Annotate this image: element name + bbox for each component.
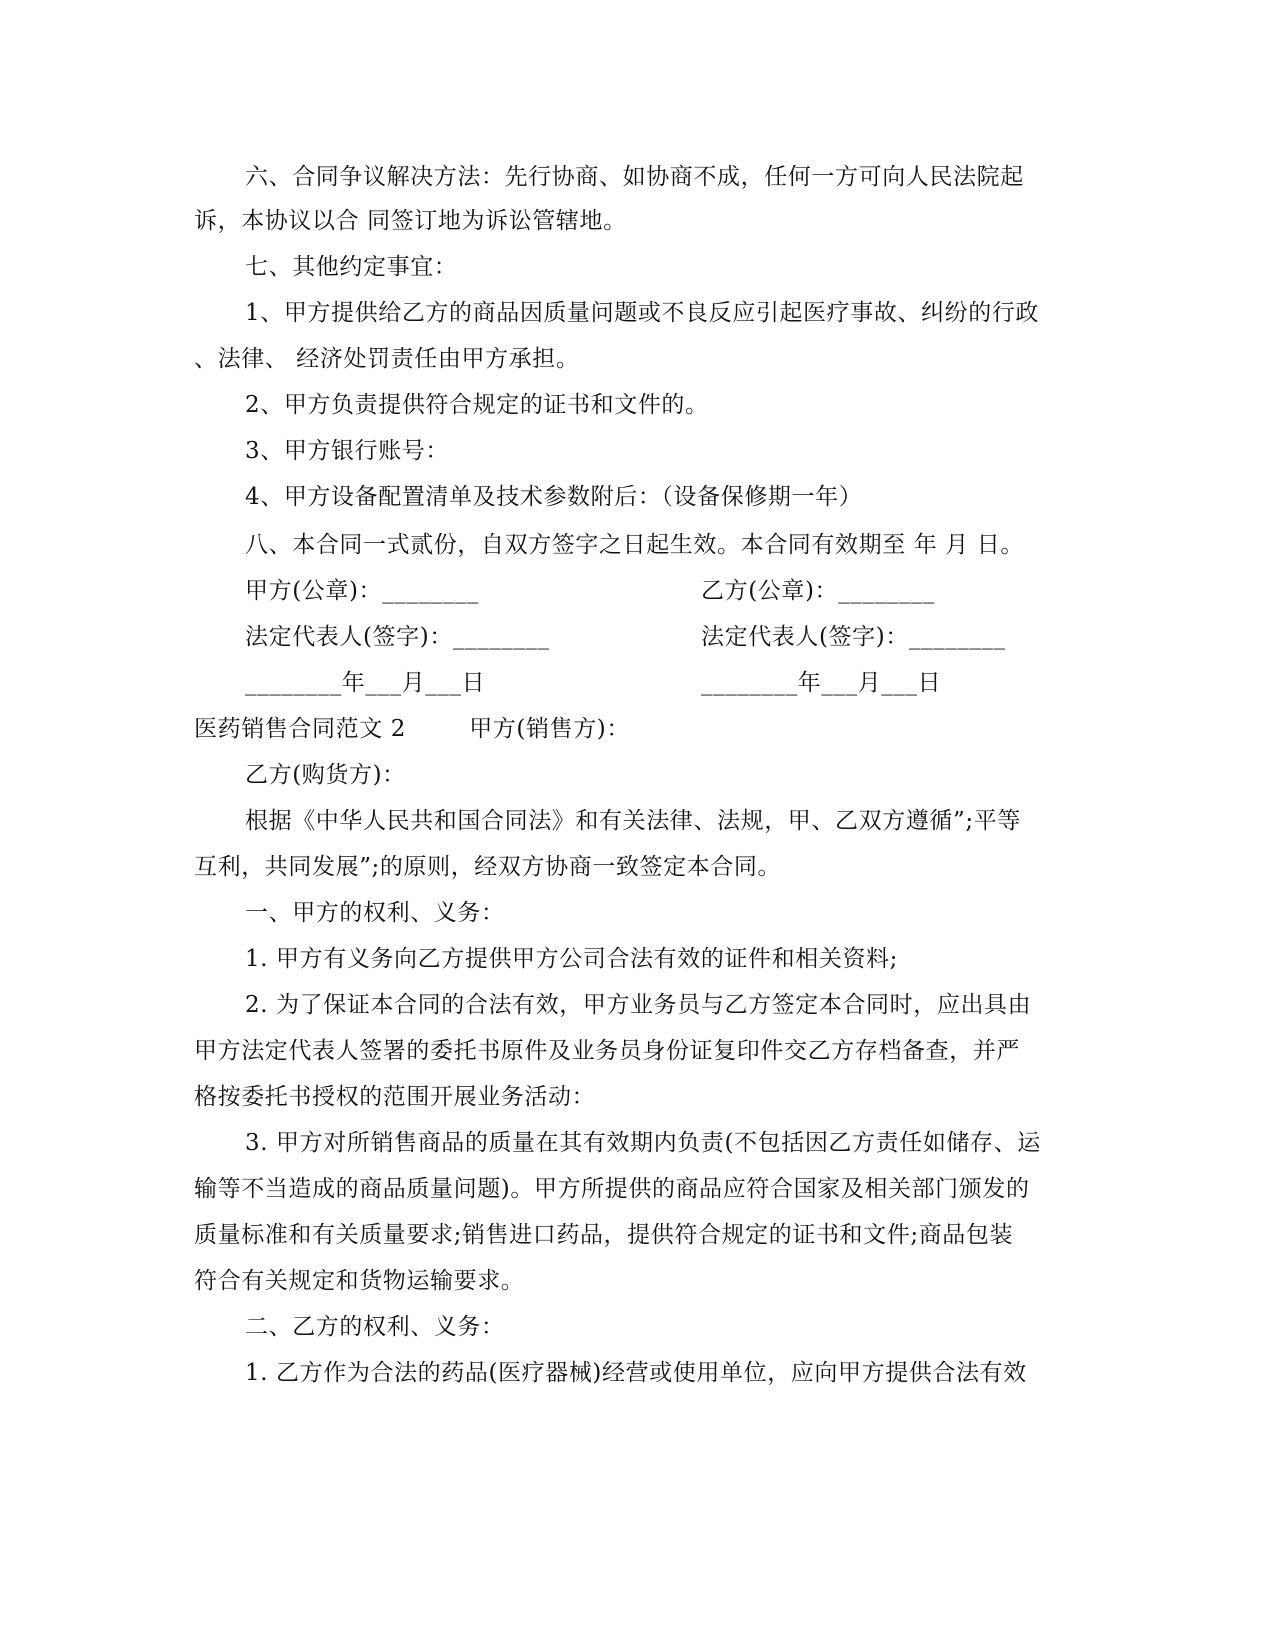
contract2-party-b: 乙方(购货方)： <box>245 762 406 788</box>
section7-heading: 七、其他约定事宜： <box>245 254 458 280</box>
party-b-seal: 乙方(公章)：________ <box>701 578 935 604</box>
party-a-seal: 甲方(公章)：________ <box>245 578 479 604</box>
contract2-sec2-heading: 二、乙方的权利、义务： <box>245 1314 505 1340</box>
section7-item1-line2: 、法律、 经济处罚责任由甲方承担。 <box>194 346 580 372</box>
section6-line2: 诉，本协议以合 同签订地为诉讼管辖地。 <box>194 208 627 234</box>
contract2-sec1-item3-line3: 质量标准和有关质量要求;销售进口药品，提供符合规定的证书和文件;商品包装 <box>194 1222 1014 1248</box>
contract2-sec1-item3-line1: 3. 甲方对所销售商品的质量在其有效期内负责(不包括因乙方责任如储存、运 <box>245 1130 1041 1156</box>
contract2-sec2-item1-line1: 1. 乙方作为合法的药品(医疗器械)经营或使用单位，应向甲方提供合法有效 <box>245 1360 1027 1386</box>
contract2-title-line: 医药销售合同范文 2 甲方(销售方)： <box>194 716 630 742</box>
party-a-date: ________年___月___日 <box>245 670 486 696</box>
contract2-sec1-item1: 1. 甲方有义务向乙方提供甲方公司合法有效的证件和相关资料; <box>245 946 899 972</box>
party-b-representative: 法定代表人(签字)：________ <box>701 624 1006 650</box>
contract2-sec1-item2-line3: 格按委托书授权的范围开展业务活动： <box>194 1084 596 1110</box>
contract2-sec1-item3-line2: 输等不当造成的商品质量问题)。甲方所提供的商品应符合国家及相关部门颁发的 <box>194 1176 1030 1202</box>
party-a-representative: 法定代表人(签字)：________ <box>245 624 550 650</box>
section6-line1: 六、合同争议解决方法：先行协商、如协商不成，任何一方可向人民法院起 <box>245 164 1024 190</box>
contract2-sec1-item2-line1: 2. 为了保证本合同的合法有效，甲方业务员与乙方签定本合同时，应出具由 <box>245 992 1032 1018</box>
section7-item4: 4、甲方设备配置清单及技术参数附后：（设备保修期一年） <box>245 484 863 510</box>
contract2-intro-line2: 互利，共同发展”;的原则，经双方协商一致签定本合同。 <box>194 854 782 880</box>
section7-item3: 3、甲方银行账号： <box>245 438 450 464</box>
contract2-sec1-item2-line2: 甲方法定代表人签署的委托书原件及业务员身份证复印件交乙方存档备查，并严 <box>194 1038 1020 1064</box>
section7-item2: 2、甲方负责提供符合规定的证书和文件的。 <box>245 392 709 418</box>
section7-item1-line1: 1、甲方提供给乙方的商品因质量问题或不良反应引起医疗事故、纠纷的行政 <box>245 300 1040 326</box>
party-b-date: ________年___月___日 <box>701 670 942 696</box>
section8-text: 八、本合同一式贰份，自双方签字之日起生效。本合同有效期至 年 月 日。 <box>245 532 1024 558</box>
contract2-intro-line1: 根据《中华人民共和国合同法》和有关法律、法规，甲、乙双方遵循”;平等 <box>245 808 1021 834</box>
contract2-sec1-item3-line4: 符合有关规定和货物运输要求。 <box>194 1268 525 1294</box>
contract2-sec1-heading: 一、甲方的权利、义务： <box>245 900 505 926</box>
